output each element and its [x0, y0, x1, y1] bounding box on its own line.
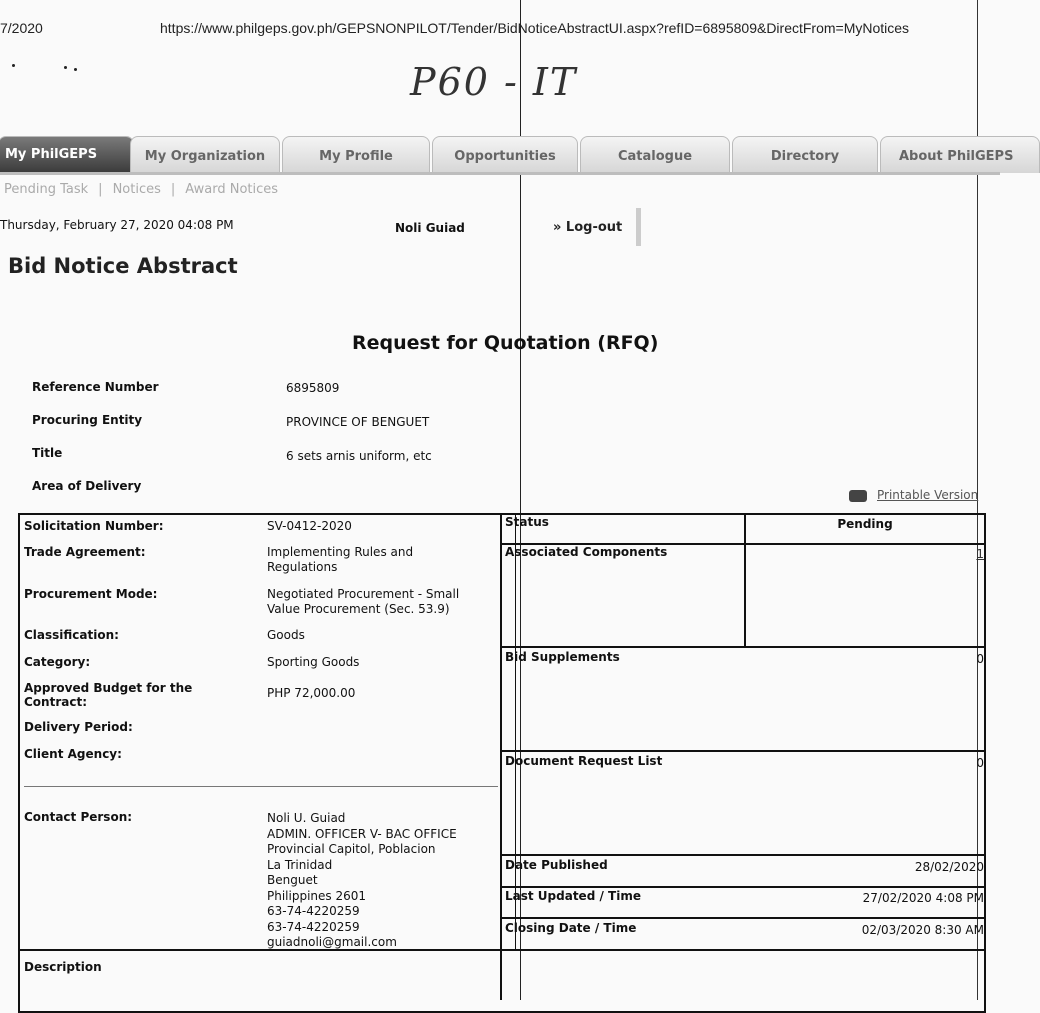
contact-line: Philippines 2601: [267, 888, 367, 903]
contact-line: 63-74-4220259: [267, 919, 360, 934]
solicitation-number-label: Solicitation Number:: [24, 519, 164, 533]
link-notices[interactable]: Notices: [112, 182, 161, 197]
tab-catalogue[interactable]: Catalogue: [580, 136, 730, 173]
date-published-value: 28/02/2020: [914, 860, 984, 874]
description-label: Description: [24, 960, 102, 974]
page-title: Bid Notice Abstract: [8, 254, 238, 278]
current-datetime: Thursday, February 27, 2020 04:08 PM: [0, 218, 234, 232]
associated-components-link[interactable]: 1: [976, 547, 984, 561]
document-request-label: Document Request List: [505, 754, 663, 768]
trade-agreement-value-line2: Regulations: [267, 560, 338, 574]
scan-dot: [12, 64, 15, 67]
details-table: [18, 513, 986, 1013]
link-award-notices[interactable]: Award Notices: [185, 182, 279, 197]
printable-version-link[interactable]: [849, 488, 978, 502]
trade-agreement-value-line1: Implementing Rules and: [267, 545, 414, 559]
closing-date-label: Closing Date / Time: [505, 921, 637, 935]
row-divider: [500, 750, 986, 752]
reference-number-label: Reference Number: [32, 380, 159, 394]
associated-components-label: Associated Components: [505, 545, 668, 559]
procuring-entity-label: Procuring Entity: [32, 413, 143, 427]
handwritten-annotation: P60 - IT: [410, 60, 578, 104]
delivery-period-label: Delivery Period:: [24, 720, 133, 734]
tab-about-philgeps[interactable]: About PhilGEPS: [880, 136, 1040, 173]
main-tabs: [0, 136, 1014, 176]
row-divider: [24, 786, 498, 787]
user-name: Noli Guiad: [395, 221, 465, 235]
reference-number-value: 6895809: [286, 381, 340, 395]
category-value: Sporting Goods: [267, 655, 360, 669]
procuring-entity-value: PROVINCE OF BENGUET: [286, 415, 430, 429]
tab-my-organization[interactable]: My Organization: [130, 136, 280, 173]
client-agency-label: Client Agency:: [24, 747, 122, 761]
closing-date-value: 02/03/2020 8:30 AM: [861, 923, 984, 937]
row-divider: [500, 646, 986, 648]
tab-my-philgeps[interactable]: My PhilGEPS: [0, 136, 134, 173]
divider: [636, 208, 641, 246]
print-date: 7/2020: [0, 20, 43, 36]
abc-label-line1: Approved Budget for the: [24, 681, 193, 695]
bid-supplements-value: 0: [976, 652, 984, 666]
document-request-value: 0: [976, 756, 984, 770]
notice-title: Request for Quotation (RFQ): [352, 332, 659, 354]
status-label: Status: [505, 515, 549, 529]
link-pending-task[interactable]: Pending Task: [4, 182, 89, 197]
contact-line: 63-74-4220259: [267, 904, 360, 918]
row-divider: [18, 949, 986, 951]
date-published-label: Date Published: [505, 858, 608, 872]
row-divider: [500, 886, 986, 888]
procurement-mode-label: Procurement Mode:: [24, 587, 158, 601]
title-value: 6 sets arnis uniform, etc: [286, 449, 432, 463]
scan-dot: [74, 68, 77, 71]
contact-line: Provincial Capitol, Poblacion: [267, 842, 436, 856]
cell-divider: [515, 513, 516, 950]
scan-dot: [64, 66, 67, 69]
bid-supplements-label: Bid Supplements: [505, 650, 620, 664]
procurement-mode-value-line2: Value Procurement (Sec. 53.9): [267, 602, 450, 616]
contact-line: Benguet: [267, 873, 318, 887]
title-label: Title: [32, 446, 63, 460]
area-of-delivery-label: Area of Delivery: [32, 479, 142, 493]
procurement-mode-value-line1: Negotiated Procurement - Small: [267, 587, 460, 601]
category-label: Category:: [24, 655, 91, 669]
printable-version-label: Printable Version: [877, 488, 979, 502]
abc-value: PHP 72,000.00: [267, 686, 356, 700]
page-url: https://www.philgeps.gov.ph/GEPSNONPILOT/Tender/BidNoticeAbstractUI.aspx?refID=6895809&DirectFrom=MyNotices: [160, 20, 910, 36]
contact-line: ADMIN. OFFICER V- BAC OFFICE: [267, 826, 457, 841]
contact-line: Noli U. Guiad: [267, 811, 346, 825]
last-updated-label: Last Updated / Time: [505, 889, 641, 903]
classification-value: Goods: [267, 628, 305, 642]
classification-label: Classification:: [24, 628, 119, 642]
last-updated-value: 27/02/2020 4:08 PM: [862, 891, 984, 905]
tab-my-profile[interactable]: My Profile: [282, 136, 430, 173]
contact-line: La Trinidad: [267, 857, 333, 872]
row-divider: [500, 854, 986, 856]
solicitation-number-value: SV-0412-2020: [267, 519, 352, 533]
status-value: Pending: [837, 517, 893, 531]
sub-navigation: Pending Task | Notices | Award Notices: [4, 182, 279, 197]
tab-divider: [0, 172, 1000, 175]
printer-icon: [849, 490, 867, 502]
trade-agreement-label: Trade Agreement:: [24, 545, 146, 559]
tab-directory[interactable]: Directory: [732, 136, 878, 173]
contact-person-label: Contact Person:: [24, 810, 133, 824]
contact-details: [267, 811, 457, 951]
cell-divider: [744, 513, 746, 646]
row-divider: [500, 917, 986, 919]
column-divider: [500, 513, 502, 1000]
tab-opportunities[interactable]: Opportunities: [432, 136, 578, 173]
abc-label-line2: Contract:: [24, 695, 87, 709]
logout-link[interactable]: » Log-out: [553, 220, 623, 235]
contact-email[interactable]: guiadnoli@gmail.com: [267, 935, 397, 949]
